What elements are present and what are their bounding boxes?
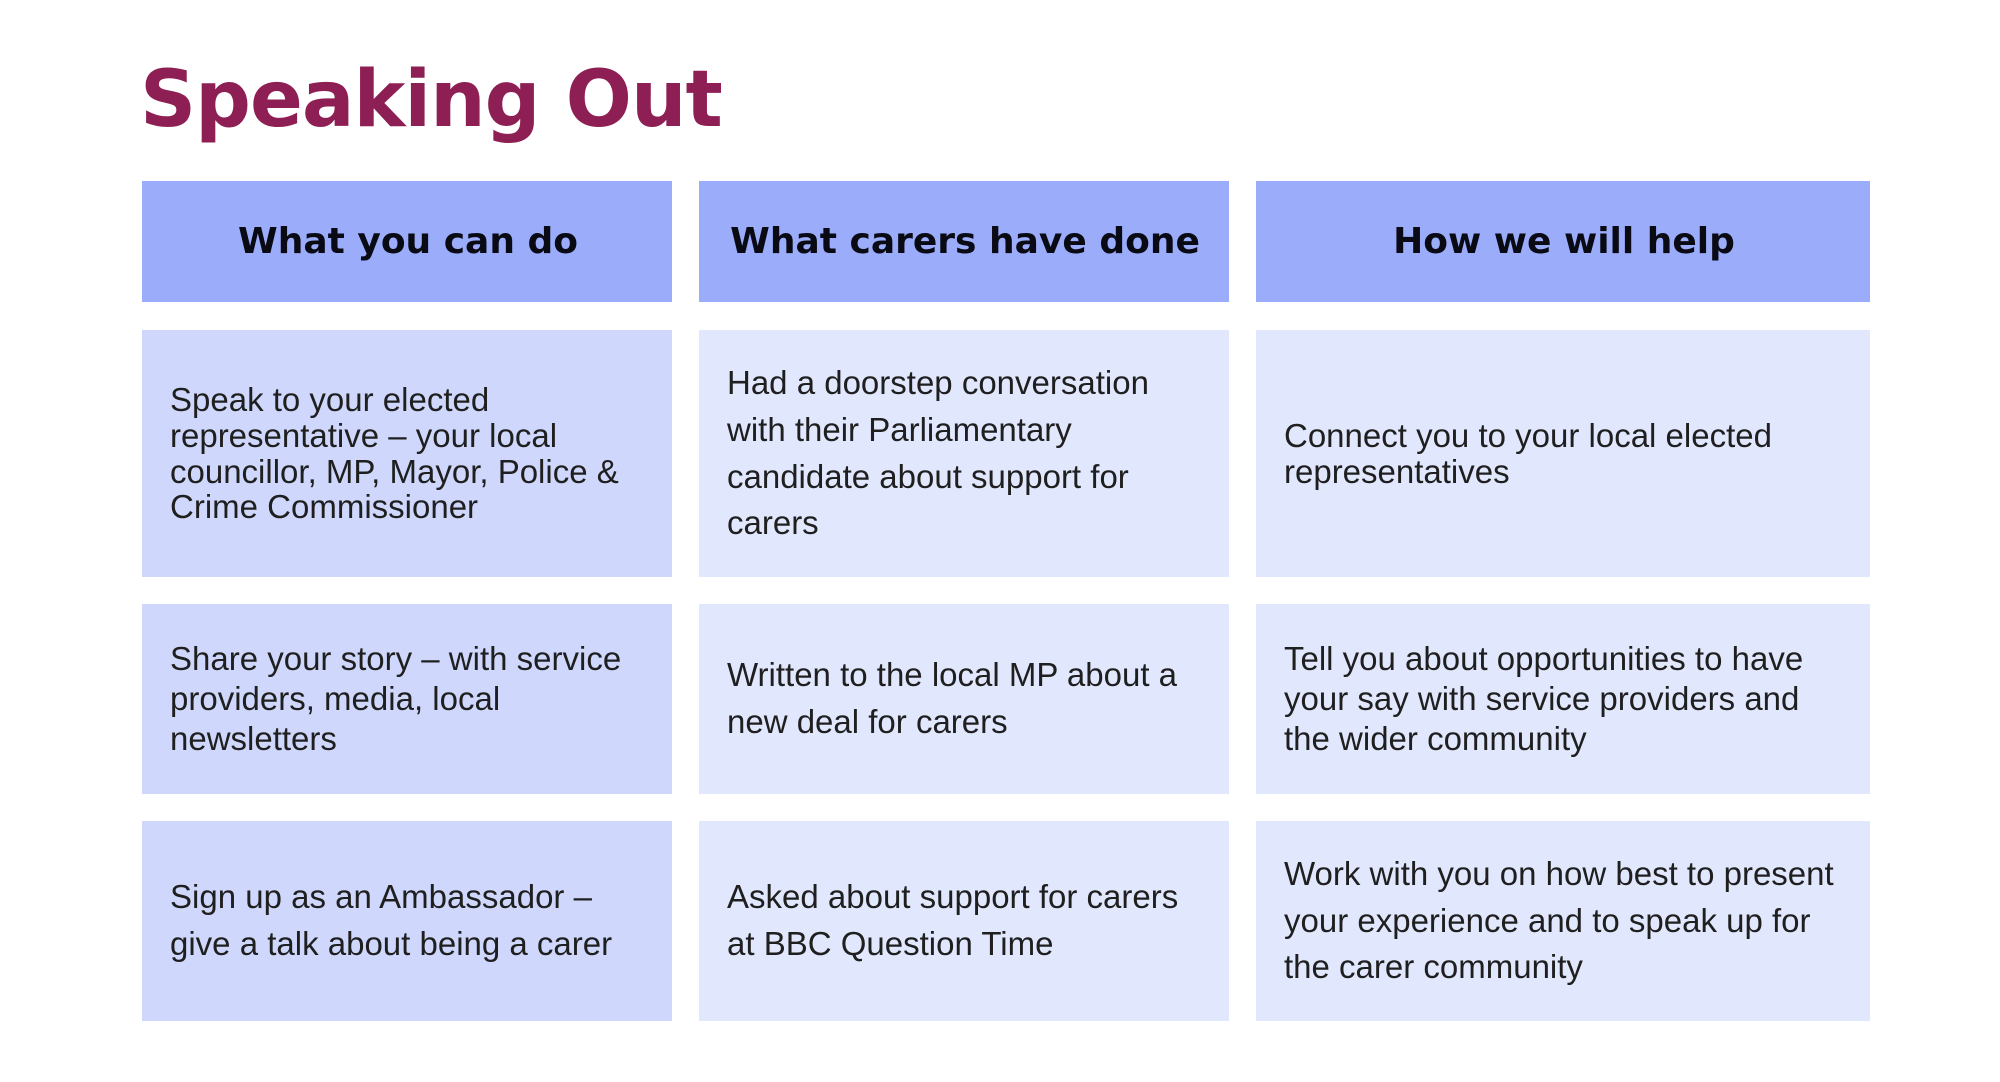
- cell-text: Sign up as an Ambassador – give a talk about being a carer: [170, 878, 613, 962]
- cell-text: Asked about support for carers at BBC Question Time: [727, 878, 1179, 962]
- header-label: How we will help: [1393, 221, 1735, 262]
- table-header-how-we-will-help: [1256, 181, 1870, 302]
- cell-text: Had a doorstep conversation with their Parliamentary candidate about support for carers: [727, 363, 1149, 542]
- table-cell: [699, 604, 1229, 794]
- header-label: What you can do: [237, 221, 579, 262]
- table-cell: [699, 330, 1229, 577]
- cell-text: Connect you to your local elected representatives: [1284, 416, 1772, 490]
- cell-text: Written to the local MP about a new deal for carers: [727, 656, 1178, 740]
- table-cell: [142, 604, 672, 794]
- cell-text: Speak to your elected representative – your local councillor, MP, Mayor, Police & Crime Commissioner: [170, 381, 619, 526]
- table-cell: [1256, 330, 1870, 577]
- table-header-what-you-can-do: [142, 181, 672, 302]
- table-cell: [142, 330, 672, 577]
- cell-text: Work with you on how best to present your experience and to speak up for the carer community: [1284, 854, 1834, 986]
- table-cell: [1256, 604, 1870, 794]
- table-header-what-carers-have-done: [699, 181, 1229, 302]
- cell-text: Share your story – with service providers, media, local newsletters: [170, 639, 622, 758]
- cell-text: Tell you about opportunities to have your say with service providers and the wider community: [1284, 639, 1804, 758]
- header-label: What carers have done: [730, 221, 1200, 262]
- table-cell: [699, 821, 1229, 1021]
- page-title: Speaking Out: [140, 55, 722, 145]
- table-cell: [1256, 821, 1870, 1021]
- table-cell: [142, 821, 672, 1021]
